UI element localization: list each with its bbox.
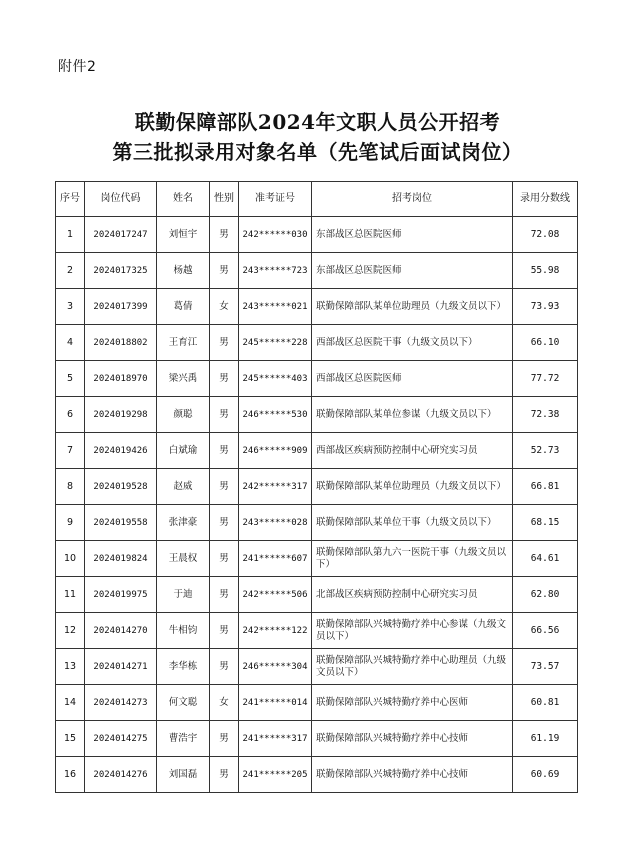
cell-exam-id: 241******014: [239, 685, 312, 721]
cell-code: 2024014271: [85, 649, 157, 685]
cell-name: 葛倩: [157, 289, 210, 325]
cell-code: 2024017247: [85, 217, 157, 253]
table-row: [56, 217, 578, 253]
cell-no: 3: [56, 289, 85, 325]
cell-exam-id: 246******304: [239, 649, 312, 685]
cell-name: 白斌瑜: [157, 433, 210, 469]
cell-score: 66.10: [513, 325, 578, 361]
cell-score: 72.38: [513, 397, 578, 433]
cell-no: 14: [56, 685, 85, 721]
cell-code: 2024019824: [85, 541, 157, 577]
table-row: [56, 721, 578, 757]
cell-no: 1: [56, 217, 85, 253]
cell-exam-id: 245******228: [239, 325, 312, 361]
cell-no: 7: [56, 433, 85, 469]
cell-exam-id: 241******205: [239, 757, 312, 793]
cell-name: 于迪: [157, 577, 210, 613]
table-row: [56, 541, 578, 577]
cell-code: 2024019558: [85, 505, 157, 541]
cell-gender: 男: [210, 397, 239, 433]
cell-name: 王育江: [157, 325, 210, 361]
cell-no: 5: [56, 361, 85, 397]
cell-exam-id: 241******317: [239, 721, 312, 757]
cell-code: 2024014276: [85, 757, 157, 793]
header-no: 序号: [56, 182, 85, 217]
cell-gender: 女: [210, 685, 239, 721]
cell-score: 62.80: [513, 577, 578, 613]
cell-gender: 男: [210, 577, 239, 613]
cell-name: 梁兴禹: [157, 361, 210, 397]
cell-no: 4: [56, 325, 85, 361]
cell-exam-id: 242******317: [239, 469, 312, 505]
cell-exam-id: 243******021: [239, 289, 312, 325]
cell-gender: 男: [210, 757, 239, 793]
cell-gender: 男: [210, 469, 239, 505]
cell-position: 东部战区总医院医师: [312, 217, 513, 253]
cell-gender: 男: [210, 505, 239, 541]
table-row: [56, 397, 578, 433]
cell-score: 66.56: [513, 613, 578, 649]
table-row: [56, 469, 578, 505]
table-row: [56, 685, 578, 721]
cell-gender: 男: [210, 325, 239, 361]
cell-name: 张津豪: [157, 505, 210, 541]
cell-no: 2: [56, 253, 85, 289]
cell-gender: 男: [210, 361, 239, 397]
cell-exam-id: 242******506: [239, 577, 312, 613]
cell-name: 何文聪: [157, 685, 210, 721]
cell-score: 73.57: [513, 649, 578, 685]
cell-exam-id: 241******607: [239, 541, 312, 577]
document-title-line2: 第三批拟录用对象名单（先笔试后面试岗位）: [112, 140, 523, 164]
cell-exam-id: 243******723: [239, 253, 312, 289]
cell-code: 2024014270: [85, 613, 157, 649]
cell-score: 60.69: [513, 757, 578, 793]
cell-position: 联勤保障部队兴城特勤疗养中心助理员（九级文员以下）: [312, 649, 513, 685]
cell-exam-id: 242******030: [239, 217, 312, 253]
cell-position: 联勤保障部队兴城特勤疗养中心医师: [312, 685, 513, 721]
cell-gender: 男: [210, 541, 239, 577]
cell-gender: 男: [210, 649, 239, 685]
cell-no: 11: [56, 577, 85, 613]
cell-gender: 男: [210, 253, 239, 289]
cell-score: 77.72: [513, 361, 578, 397]
header-code: 岗位代码: [85, 182, 157, 217]
cell-score: 72.08: [513, 217, 578, 253]
cell-no: 15: [56, 721, 85, 757]
cell-name: 赵威: [157, 469, 210, 505]
cell-no: 9: [56, 505, 85, 541]
cell-position: 联勤保障部队某单位助理员（九级文员以下）: [312, 469, 513, 505]
cell-score: 52.73: [513, 433, 578, 469]
cell-name: 牛相钧: [157, 613, 210, 649]
cell-name: 李华栋: [157, 649, 210, 685]
cell-position: 西部战区疾病预防控制中心研究实习员: [312, 433, 513, 469]
cell-score: 66.81: [513, 469, 578, 505]
table-row: [56, 757, 578, 793]
cell-score: 60.81: [513, 685, 578, 721]
table-header-row: [56, 182, 578, 217]
cell-name: 王晨权: [157, 541, 210, 577]
cell-score: 55.98: [513, 253, 578, 289]
cell-exam-id: 245******403: [239, 361, 312, 397]
attachment-label: 附件2: [58, 59, 97, 75]
table-row: [56, 613, 578, 649]
cell-gender: 男: [210, 217, 239, 253]
cell-position: 联勤保障部队兴城特勤疗养中心技师: [312, 721, 513, 757]
header-position: 招考岗位: [312, 182, 513, 217]
cell-exam-id: 242******122: [239, 613, 312, 649]
cell-position: 联勤保障部队某单位干事（九级文员以下）: [312, 505, 513, 541]
cell-gender: 男: [210, 613, 239, 649]
cell-code: 2024019426: [85, 433, 157, 469]
cell-code: 2024017399: [85, 289, 157, 325]
cell-position: 联勤保障部队兴城特勤疗养中心技师: [312, 757, 513, 793]
header-exam-id: 准考证号: [239, 182, 312, 217]
cell-gender: 男: [210, 433, 239, 469]
header-gender: 性别: [210, 182, 239, 217]
cell-score: 68.15: [513, 505, 578, 541]
cell-code: 2024014273: [85, 685, 157, 721]
cell-gender: 男: [210, 721, 239, 757]
cell-position: 东部战区总医院医师: [312, 253, 513, 289]
cell-name: 颜聪: [157, 397, 210, 433]
header-score: 录用分数线: [513, 182, 578, 217]
table-row: [56, 325, 578, 361]
cell-name: 曹浩宇: [157, 721, 210, 757]
cell-position: 西部战区总医院医师: [312, 361, 513, 397]
cell-no: 12: [56, 613, 85, 649]
cell-position: 联勤保障部队某单位参谋（九级文员以下）: [312, 397, 513, 433]
cell-no: 10: [56, 541, 85, 577]
cell-exam-id: 243******028: [239, 505, 312, 541]
cell-code: 2024019975: [85, 577, 157, 613]
cell-position: 西部战区总医院干事（九级文员以下）: [312, 325, 513, 361]
table-row: [56, 253, 578, 289]
cell-name: 杨越: [157, 253, 210, 289]
table-row: [56, 361, 578, 397]
cell-score: 73.93: [513, 289, 578, 325]
table-row: [56, 505, 578, 541]
cell-code: 2024019528: [85, 469, 157, 505]
cell-position: 联勤保障部队第九六一医院干事（九级文员以下）: [312, 541, 513, 577]
cell-position: 北部战区疾病预防控制中心研究实习员: [312, 577, 513, 613]
cell-score: 61.19: [513, 721, 578, 757]
cell-exam-id: 246******530: [239, 397, 312, 433]
candidate-table: [55, 181, 578, 793]
header-name: 姓名: [157, 182, 210, 217]
cell-position: 联勤保障部队某单位助理员（九级文员以下）: [312, 289, 513, 325]
cell-no: 13: [56, 649, 85, 685]
cell-position: 联勤保障部队兴城特勤疗养中心参谋（九级文员以下）: [312, 613, 513, 649]
cell-code: 2024019298: [85, 397, 157, 433]
cell-no: 6: [56, 397, 85, 433]
cell-code: 2024014275: [85, 721, 157, 757]
cell-code: 2024018802: [85, 325, 157, 361]
cell-score: 64.61: [513, 541, 578, 577]
cell-exam-id: 246******909: [239, 433, 312, 469]
table-row: [56, 649, 578, 685]
table-row: [56, 577, 578, 613]
table-row: [56, 289, 578, 325]
cell-code: 2024017325: [85, 253, 157, 289]
cell-name: 刘国磊: [157, 757, 210, 793]
cell-code: 2024018970: [85, 361, 157, 397]
cell-gender: 女: [210, 289, 239, 325]
cell-name: 刘恒宇: [157, 217, 210, 253]
cell-no: 8: [56, 469, 85, 505]
document-title-line1: 联勤保障部队2024年文职人员公开招考: [134, 110, 501, 134]
cell-no: 16: [56, 757, 85, 793]
table-row: [56, 433, 578, 469]
